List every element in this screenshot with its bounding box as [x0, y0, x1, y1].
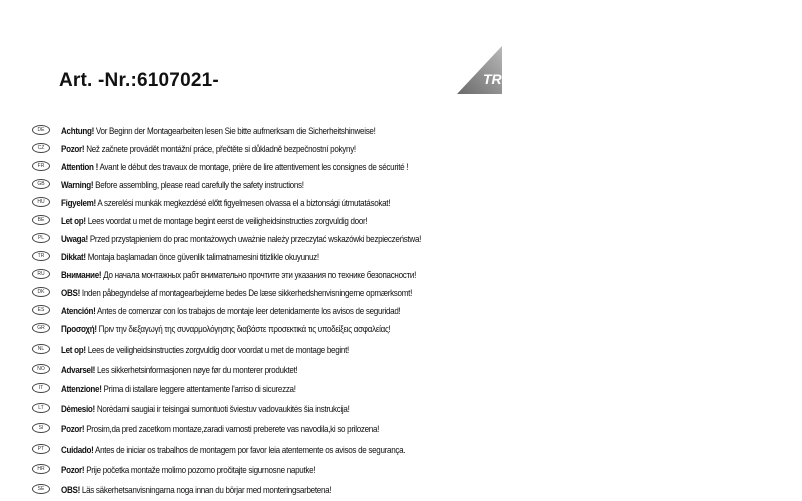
warning-heading: Pozor! — [61, 463, 85, 475]
warning-row — [32, 249, 361, 263]
warning-row — [32, 141, 404, 155]
warning-text: Läs säkerhetsanvisningarna noga innan du börjar med monteringsarbetena! — [79, 483, 332, 495]
warning-row — [32, 159, 465, 173]
language-code-badge: HR — [32, 464, 50, 474]
warning-text: Πριν την διεξαγωγή της συναρμολόγησης διαβάστε προσεκτικά τις υποδείξεις ασφαλείας! — [96, 322, 391, 334]
warning-heading: Warning! — [61, 178, 94, 190]
language-code-badge: HU — [32, 197, 50, 207]
warning-text: A szerelési munkák megkezdésé előtt figyelmesen olvassa el a biztonsági útmutatásokat! — [95, 196, 391, 208]
language-code-badge: DE — [32, 125, 50, 135]
warning-heading: Advarsel! — [61, 363, 96, 375]
warning-text: Norėdami saugiai ir teisingai sumontuoti šviestuv vadovaukitės šia instrukcija! — [94, 402, 350, 414]
language-code-badge: GB — [32, 179, 50, 189]
language-code-badge: GR — [32, 323, 50, 333]
warning-heading: OBS! — [61, 286, 80, 298]
warning-text: Lees voordat u met de montage begint eerst de veiligheidsinstructies zorgvuldig door! — [85, 214, 368, 226]
warning-heading: Uwaga! — [61, 232, 88, 244]
warning-heading: Figyelem! — [61, 196, 96, 208]
language-code-badge: BE — [32, 215, 50, 225]
warning-text: Lees de veiligheidsinstructies zorgvuldig door voordat u met de montage begint! — [85, 343, 349, 355]
warning-heading: Atención! — [61, 304, 96, 316]
warning-text: Antes de comenzar con los trabajos de montaje leer detenidamente los avisos de seguridad! — [95, 304, 401, 316]
language-code-badge: IT — [32, 383, 50, 393]
article-number: Art. -Nr.:6107021- — [59, 70, 219, 91]
language-code-badge: PL — [32, 233, 50, 243]
language-code-badge: LT — [32, 403, 50, 413]
warning-text: Przed przystąpieniem do prac montażowych uważnie należy przeczytać wskazówki bezpieczeństwa! — [87, 232, 422, 244]
language-code-badge: NO — [32, 364, 50, 374]
warning-row — [32, 285, 469, 299]
warning-text: До начала монтажных рабт внимательно прочтите эти указания по технике безопасности! — [101, 268, 417, 280]
warning-heading: OBS! — [61, 483, 80, 495]
warning-heading: Attention ! — [61, 160, 98, 172]
warning-heading: Pozor! — [61, 422, 85, 434]
warning-text: Before assembling, please read carefully the safety instructions! — [93, 178, 304, 190]
language-code-badge: TR — [32, 251, 50, 261]
logo-text: TRIO — [483, 71, 517, 87]
warning-row — [32, 482, 375, 496]
language-code-badge: ES — [32, 305, 50, 315]
warning-row — [32, 442, 461, 456]
warning-heading: Cuidado! — [61, 443, 94, 455]
trio-logo — [455, 44, 525, 96]
warning-heading: Προσοχή! — [61, 322, 97, 334]
language-code-badge: DK — [32, 287, 50, 297]
language-code-badge: NL — [32, 344, 50, 354]
warning-row — [32, 303, 456, 317]
warning-text: Montaja başlamadan önce güvenlik talimatnamesini titizlikle okuyunuz! — [85, 250, 319, 262]
warning-heading: Let op! — [61, 343, 86, 355]
language-code-badge: CZ — [32, 143, 50, 153]
warning-row — [32, 177, 343, 191]
warning-row — [32, 267, 474, 281]
warning-text: Antes de iniciar os trabalhos de montagem por favor leia atentemente os avisos de segurança. — [93, 443, 406, 455]
warning-row — [32, 195, 444, 209]
language-code-badge: PT — [32, 444, 50, 454]
warning-heading: Внимание! — [61, 268, 102, 280]
warning-text: Avant le début des travaux de montage, prière de lire attentivement les consignes de sécurité ! — [97, 160, 409, 172]
warning-text: Les sikkerhetsinformasjonen nøye før du monterer produktet! — [95, 363, 298, 375]
warning-heading: Dėmesio! — [61, 402, 95, 414]
warning-text: Prije početka montaže molimo pozorno pročitajte sigurnosne naputke! — [84, 463, 316, 475]
warning-row — [32, 462, 357, 476]
language-code-badge: FR — [32, 161, 50, 171]
warning-row — [32, 321, 444, 335]
language-code-badge: SI — [32, 423, 50, 433]
warning-heading: Let op! — [61, 214, 86, 226]
warning-row — [32, 362, 336, 376]
warning-text: Než začnete provádět montážní práce, přečtěte si důkladně bezpečnostní pokyny! — [84, 142, 356, 154]
language-code-badge: RU — [32, 269, 50, 279]
warning-row — [32, 123, 427, 137]
warning-text: Vor Beginn der Montagearbeiten lesen Sie bitte aufmerksam die Sicherheitshinweise! — [93, 124, 376, 136]
warning-text: Prima di istallare leggere attentamente l'arriso di sicurezza! — [101, 382, 296, 394]
warning-row — [32, 401, 397, 415]
warning-heading: Dikkat! — [61, 250, 86, 262]
warning-row — [32, 421, 431, 435]
warning-heading: Pozor! — [61, 142, 85, 154]
warning-row — [32, 213, 417, 227]
warning-text: Inden påbegyndelse af montagearbejderne bedes De læse sikkerhedshenvisningerne opmærksomt! — [79, 286, 413, 298]
warning-row — [32, 342, 396, 356]
warning-text: Prosim,da pred zacetkom montaze,zaradi varnosti preberete vas navodila,ki so prilozena! — [84, 422, 380, 434]
warning-heading: Attenzione! — [61, 382, 102, 394]
warning-row — [32, 231, 480, 245]
warning-heading: Achtung! — [61, 124, 94, 136]
warning-row — [32, 381, 334, 395]
language-code-badge: SE — [32, 484, 50, 494]
